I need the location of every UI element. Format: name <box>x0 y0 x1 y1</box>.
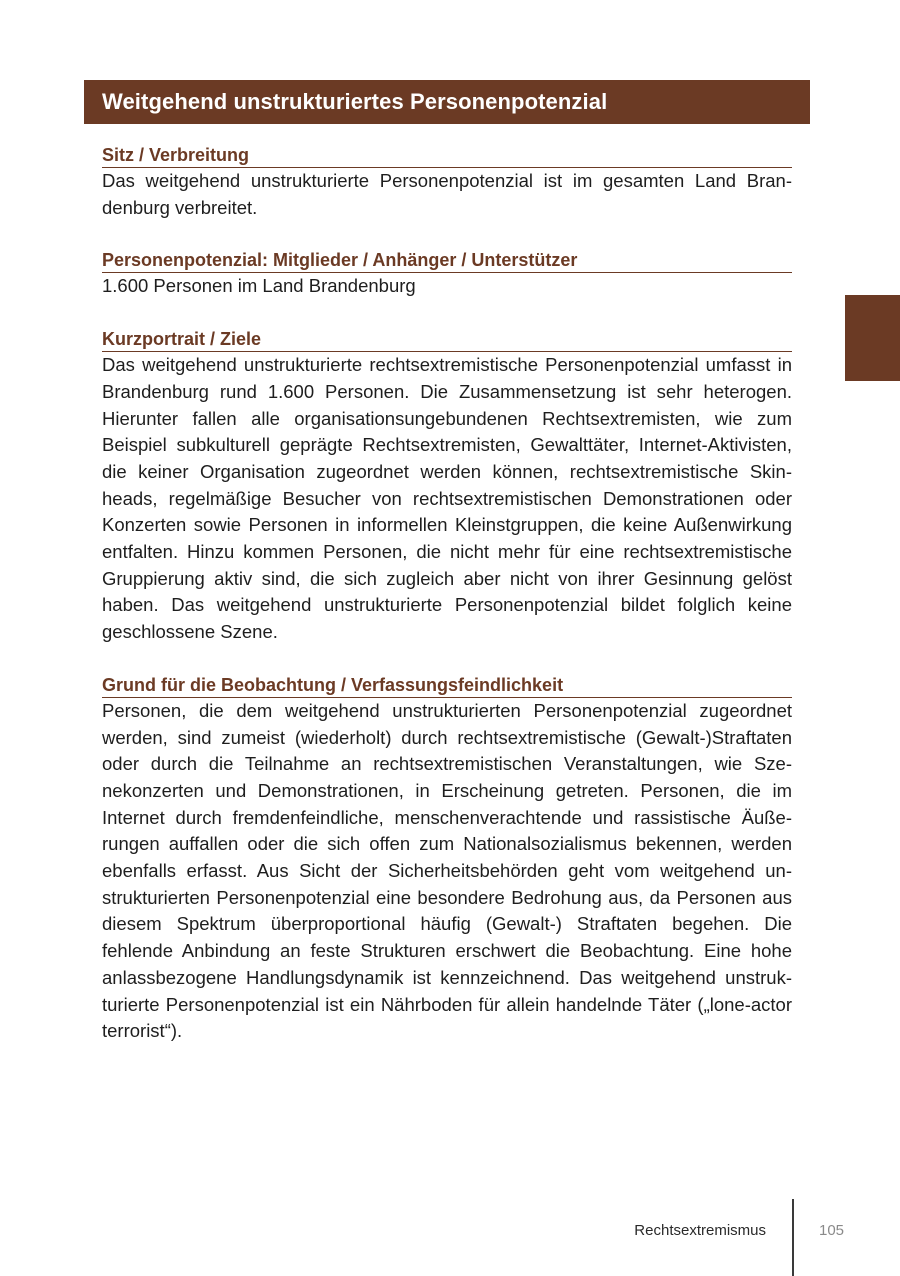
section-personenpotenzial <box>102 248 792 300</box>
page-title: Weitgehend unstrukturiertes Personenpotenzial <box>102 89 608 114</box>
section-kurzportrait-ziele <box>102 327 792 646</box>
document-body <box>102 143 792 1072</box>
chapter-title-bar <box>84 80 810 124</box>
footer-chapter-label: Rechtsextremismus <box>634 1222 766 1239</box>
section-text: Das weitgehend unstrukturierte rechtsextremistische Personenpotenzial umfasst in Brandenburg rund 1.600 Personen. Die Zusammensetzung ist sehr heterogen. Hierunter fallen alle organisationsungebundenen Rechtsextremisten, wie zum Beispiel subkulturell geprägte Rechtsextremisten, Gewalttäter, Internet-Aktivisten, die keiner Organisation zugeordnet werden können, rechtsextremistische Skinheads, regelmäßige Besucher von rechtsextremistischen Demonstrationen oder Konzerten sowie Personen in informellen Kleinstgruppen, die keine Außenwirkung entfalten. Hinzu kommen Personen, die nicht mehr für eine rechtsextremistische Gruppierung aktiv sind, die sich zugleich aber nicht von ihrer Gesinnung gelöst haben. Das weitgehend unstrukturierte Personenpotenzial bildet folglich keine geschlossene Szene. <box>102 354 792 643</box>
section-heading: Kurzportrait / Ziele <box>102 327 792 352</box>
section-text: 1.600 Personen im Land Brandenburg <box>102 275 416 297</box>
section-sitz-verbreitung <box>102 143 792 221</box>
section-heading: Personenpotenzial: Mitglieder / Anhänger / Unterstützer <box>102 248 792 273</box>
page-number: 105 <box>819 1222 845 1239</box>
section-grund-beobachtung <box>102 673 792 1045</box>
section-heading: Sitz / Verbreitung <box>102 143 792 168</box>
footer-divider <box>792 1199 794 1276</box>
section-text: Personen, die dem weitgehend unstrukturierten Personenpotenzial zugeordnet werden, sind zumeist (wiederholt) durch rechtsextremistische (Gewalt-)Straftaten oder durch die Teilnahme an rechtsextremistischen Veranstaltungen, wie Szenekonzerten und Demonstrationen, in Erscheinung getreten. Personen, die im Internet durch fremdenfeindliche, menschenverachtende und rassistische Äußerungen auffallen oder die sich offen zum Nationalsozialismus bekennen, werden ebenfalls erfasst. Aus Sicht der Sicherheitsbehörden geht vom weitgehend unstrukturierten Personenpotenzial eine besondere Bedrohung aus, da Personen aus diesem Spektrum überproportional häufig (Gewalt-) Straftaten begehen. Die fehlende Anbindung an feste Strukturen erschwert die Beobachtung. Eine hohe anlassbezogene Handlungsdynamik ist kennzeichnend. Das weitgehend unstrukturierte Personenpotenzial ist ein Nährboden für allein handelnde Täter („lone-actor terrorist“). <box>102 699 792 1042</box>
section-text: Das weitgehend unstrukturierte Personenpotenzial ist im gesamten Land Brandenburg verbreitet. <box>102 170 792 218</box>
chapter-side-tab <box>845 295 900 381</box>
section-heading: Grund für die Beobachtung / Verfassungsfeindlichkeit <box>102 673 792 698</box>
